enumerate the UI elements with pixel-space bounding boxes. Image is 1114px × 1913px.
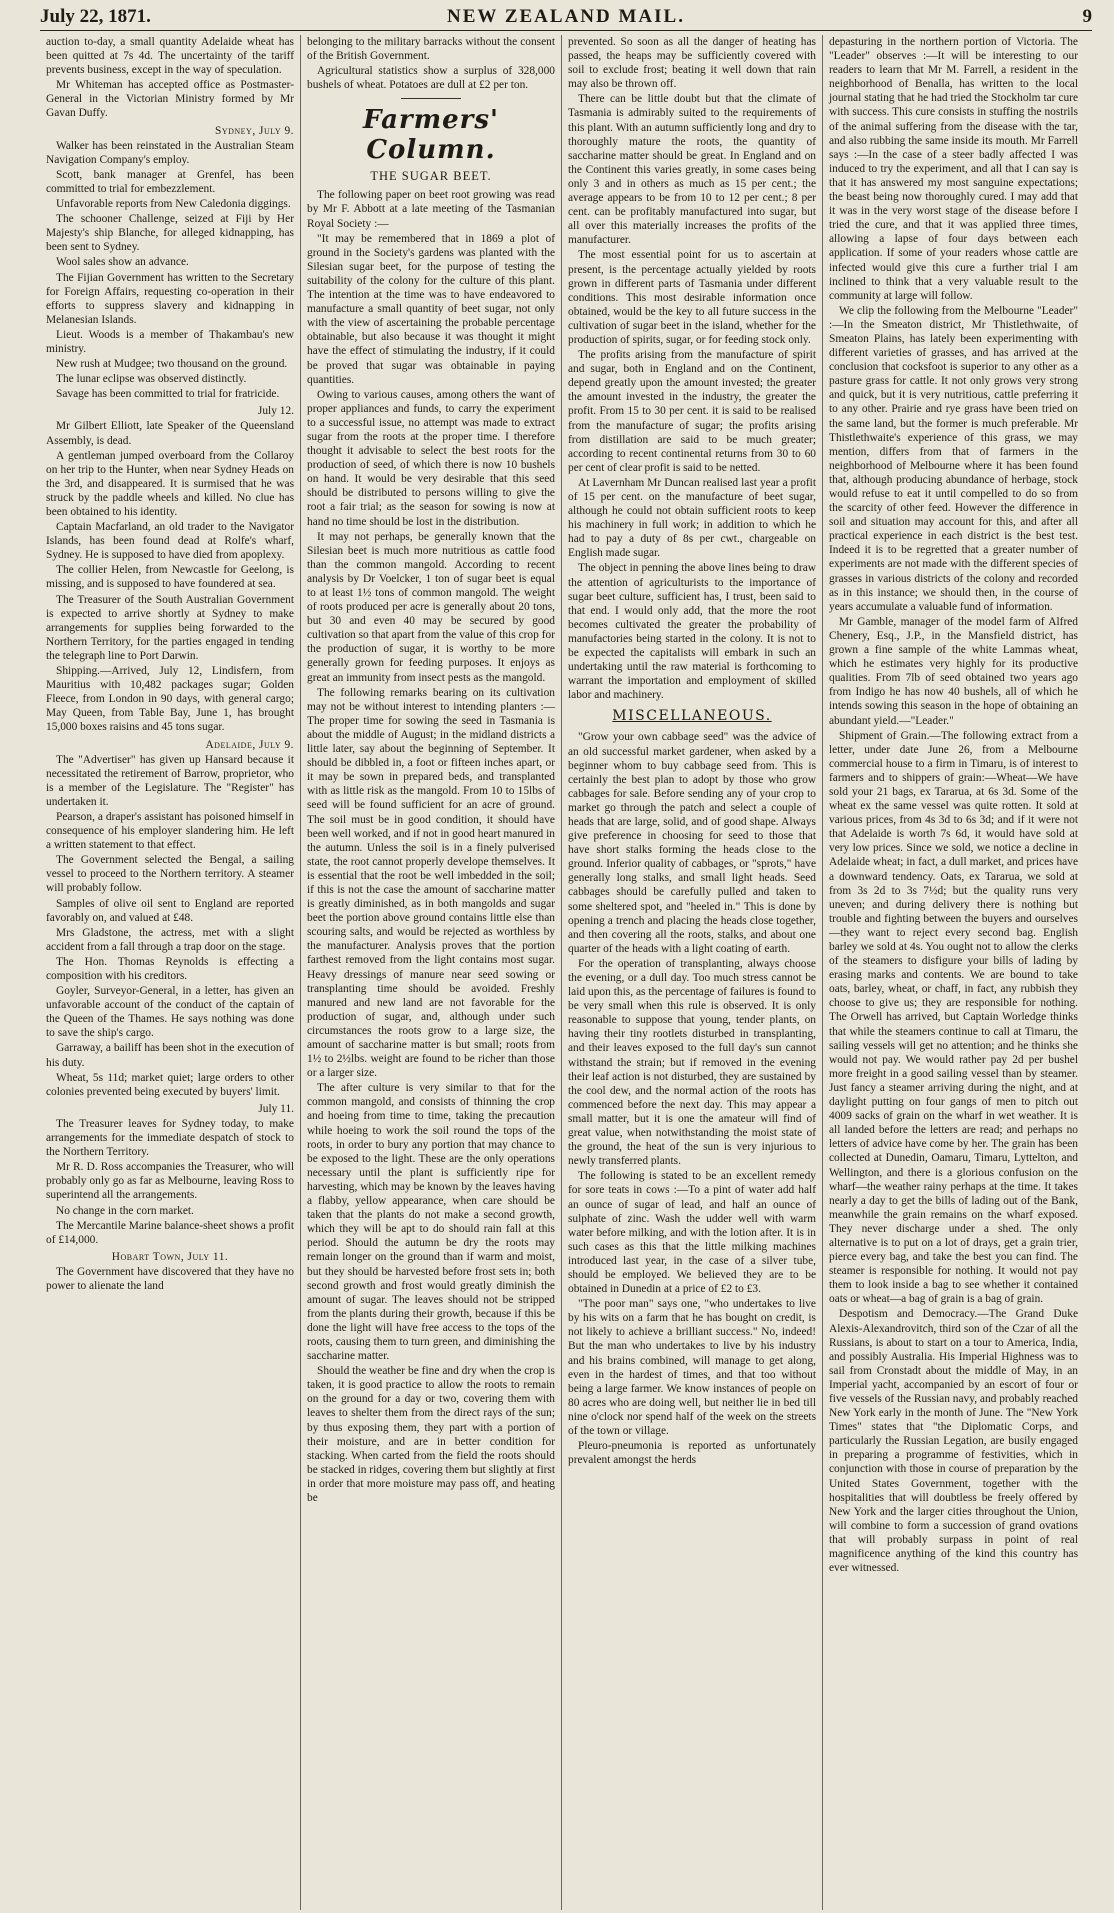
issue-date: July 22, 1871. [40,6,151,27]
dateline-july-11: July 11. [258,1102,294,1115]
col3-paragraph: "The poor man" says one, "who undertakes to live by his wits on a farm that he has bought on credit, is not likely to achieve a brilliant success." No, indeed! But the man who undertakes to live by his industry and his brains combined, will manage to get along, even in the hardest of times, and that too without being a large farmer. We know instances of people on 80 acres who are doing well, but neither lie in bed till nine o'clock nor spend half of the week on the streets of the town or village. [568,1298,816,1437]
miscellaneous-heading: MISCELLANEOUS. [612,708,772,725]
col3-paragraph: The profits arising from the manufacture of spirit and sugar, both in England and on the Continent, depend greatly upon the amount invested; the greater the amount invested in the industry, the greater the profit. From 15 to 30 per cent. it is said to be realised from the manufacture of sugar; the profits arising from distillation are said to be much greater; according to recent continental returns from 30 to 60 per cent of clear profit is said to be netted. [568,349,816,474]
col1-paragraph: The collier Helen, from Newcastle for Geelong, is missing, and is supposed to have foundered at sea. [46,564,294,591]
col4-paragraph: depasturing in the northern portion of Victoria. The "Leader" observes :—It will be interesting to our readers to learn that Mr M. Farrell, a resident in the neighborhood of Benalla, has written to the local journal stating that he had tried the Stockholm tar cure with success. This cure consists in stuffing the nostrils of the animal suffering from the disease with the tar, and also rubbing the same inside its mouth. Mr Farrell says :—In the case of a steer badly affected I was induced to try the experiment, and all that I can say is that it has answered my most sanguine expectations; the beast being now thoroughly cured. I may add that it was in the very worst stage of the disease before I tried the cure, and that it was applied three times, allowing a lapse of four days between each application. If some of your readers whose cattle are infected would give this cure a further trial I am inclined to think that a very valuable result to the community at large will follow. [829,36,1078,302]
col1-paragraph: The Fijian Government has written to the Secretary for Foreign Affairs, requesting co-operation in their efforts to suppress slavery and kidnapping in Melanesian Islands. [46,271,294,326]
columns [40,35,1092,1910]
col1-paragraph: Mr Whiteman has accepted office as Postmaster-General in the Victorian Ministry formed by Mr Gavan Duffy. [46,79,294,120]
col1-paragraph: Garraway, a bailiff has been shot in the execution of his duty. [46,1042,294,1069]
col1-paragraph: The Treasurer leaves for Sydney today, to make arrangements for the immediate despatch of stock to the Northern Territory. [46,1117,294,1159]
dateline-july-12: July 12. [257,405,294,418]
col1-paragraph: A gentleman jumped overboard from the Collaroy on her trip to the Hunter, when near Sydney Heads on the 3rd, and disappeared. It is surmised that he was struck by the paddle wheels and killed. No clue has been obtained to his identity. [46,449,294,518]
col1-paragraph: Unfavorable reports from New Caledonia diggings. [56,198,291,211]
newspaper-title: NEW ZEALAND MAIL. [447,6,685,27]
col2-paragraph: Should the weather be fine and dry when the crop is taken, it is good practice to allow the roots to remain on the ground for a day or two, covering them with leaves to shelter them from the direct rays of the sun; by thus exposing them, they part with a portion of their moisture, and are in better condition for stacking. When carted from the field the roots should be stacked in ridges, covering them but slightly at first in order that more moisture may pass off, and heating be [307,1365,556,1504]
col3-paragraph: At Lavernham Mr Duncan realised last year a profit of 15 per cent. on the manufacture of beet sugar, although he could not obtain sufficient roots to keep his machinery in full work; in addition to which he had to pay a duty of 8s per cwt., chargeable on English made sugar. [568,476,816,560]
col4-paragraph: Mr Gamble, manager of the model farm of Alfred Chenery, Esq., J.P., in the Mansfield district, has grown a fine sample of the white Lammas wheat, which he estimates very highly for its productive qualities. From 7lb of seed obtained two years ago from Indigo he has now 40 bushels, all of which he intends sowing this season in the hope of obtaining an abundant yield.—"Leader." [829,615,1078,727]
col3-paragraph: There can be little doubt but that the climate of Tasmania is admirably suited to the requirements of this plant. With an autumn sufficiently long and dry to thoroughly mature the roots, the quantity of saccharine matter should be great. In England and on the Continent this varies greatly, in some cases being only 3 and in others as much as 15 per cent.; the average appears to be from 10 to 12 per cent.; 8 per cent. can be profitably manufactured into sugar, but all over this materially increases the profits of the manufacturer. [568,93,816,247]
col1-paragraph: Mr Gilbert Elliott, late Speaker of the Queensland Assembly, is dead. [46,420,294,447]
col1-paragraph: The lunar eclipse was observed distinctly. [56,373,247,386]
col1-paragraph: The "Advertiser" has given up Hansard because it necessitated the retirement of Barrow, proprietor, who is a member of the Legislature. The "Register" has undertaken it. [46,753,294,808]
divider [401,98,461,99]
col3-paragraph: The most essential point for us to ascertain at present, is the percentage actually yielded by roots grown in different parts of Tasmania under different conditions. This most desirable information once obtained, would be the key to all future success in the cultivation of sugar beet in the island, whether for the production of spirits, sugar, or for feeding stock only. [568,249,816,346]
col2-paragraph: Agricultural statistics show a surplus of 328,000 bushels of wheat. Potatoes are dull at £2 per ton. [307,65,555,92]
col1-paragraph: Wool sales show an advance. [56,256,189,269]
column-4 [823,35,1084,1910]
col1-paragraph: The Mercantile Marine balance-sheet shows a profit of £14,000. [46,1219,294,1246]
col1-paragraph: Goyler, Surveyor-General, in a letter, has given an unfavorable account of the conduct of the captain of the Queen of the Thames. He says nothing was done to save the ship's cargo. [46,985,294,1040]
col2-paragraph: "It may be remembered that in 1869 a plot of ground in the Society's gardens was planted with the Silesian sugar beet, for the purpose of testing the suitability of the colony for the culture of this plant. The intention at the time was to have endeavored to manufacture a small quantity of beet sugar, not only with the view of ascertaining the probable percentage obtainable, but also because it was thought it might have the effect of stimulating the industry, if it could be proved that sugar was obtainable in paying quantities. [307,232,555,386]
dateline-adelaide: Adelaide, July 9. [205,738,294,751]
col3-paragraph: "Grow your own cabbage seed" was the advice of an old successful market gardener, when asked by a beginner whom to buy cabbage seed from. This is certainly the best plan to adopt by those who grow cabbages for sale. Before sending any of your crop to market go through the patch and select a couple of heads that are large, solid, and of good shape. Always give preference in choosing for seed to those that have short stalks forming the heads close to the ground. Inferior quality of cabbages, or "sprots," have generally long stalks, and small light heads. Seed cabbages should be carefully pulled and taken to some sheltered spot, and "heeled in." This is done by opening a trench and placing the heads close together, and then covering all the roots, stalks, and about one quarter of the heads with a light coating of earth. [568,731,816,955]
col1-paragraph: Mrs Gladstone, the actress, met with a slight accident from a fall through a trap door on the stage. [46,926,294,953]
col2-paragraph: It may not perhaps, be generally known that the Silesian beet is much more nutritious as cattle food than the common mangold. According to recent analysis by Dr Voelcker, 1 ton of sugar beet is equal to at least 1½ tons of common mangold. The weight of roots produced per acre is generally about 20 tons, but 30 and even 40 may be secured by good cultivation so that apart from the value of this crop for the production of sugar, it is worthy to be more generally grown for feeding purposes. It enjoys as great an immunity from insect pests as the mangold. [307,530,555,684]
col1-paragraph: Walker has been reinstated in the Australian Steam Navigation Company's employ. [46,139,294,166]
col4-paragraph: We clip the following from the Melbourne "Leader" :—In the Smeaton district, Mr Thistlethwaite, of Smeaton Plains, has lately been experimenting with different varieties of grasses, and has arrived at the conclusion that cocksfoot is superior to any other as a pasture grass for cattle. It not only grows very strong and quick, but it is very nutritious, cattle preferring it to any other. Prairie and rye grass have been tried on the same land, but the former is much preferable. Mr Thistlethwaite's experience of this grass, we may mention, differs from that of farmers in the neighborhood of Melbourne where it has been found that, although producing abundance of herbage, stock would refuse to eat it until compelled to do so from the scarcity of other feed. However the difference in soil and situation may account for this, and after all practical experience in each district is the best test. Indeed it is to be regretted that a greater number of experiments are not made with the different species of grasses in various districts of the colony and recorded as in this instance; we should then, in the course of years accumulate a valuable fund of information. [829,304,1078,613]
col1-paragraph: Pearson, a draper's assistant has poisoned himself in consequence of his employer slandering him. He left a written statement to that effect. [46,810,294,852]
page-number: 9 [1082,6,1092,27]
col1-paragraph: Scott, bank manager at Grenfel, has been committed to trial for embezzlement. [46,168,294,195]
column-3 [562,35,823,1910]
col3-paragraph: The following is stated to be an excellent remedy for sore teats in cows :—To a pint of water add half an ounce of sugar of lead, and half an ounce of sulphate of zinc. Wash the udder well with warm water before milking, and with the lotion after. It is in such cases as this that the little milking machines introduced last year, in the case of a silver tube, should be employed. We believed they are to be obtained in Dunedin at a price of £2 to £3. [568,1170,816,1296]
dateline-sydney: Sydney, July 9. [215,124,294,137]
col2-paragraph: belonging to the military barracks without the consent of the British Government. [307,36,555,63]
col1-paragraph: The Government have discovered that they have no power to alienate the land [46,1265,294,1292]
column-1 [40,35,301,1910]
col3-paragraph: For the operation of transplanting, always choose the evening, or a dull day. Too much stress cannot be laid upon this, as the percentage of failures is found to be very small when this rule is observed. It is only reasonable to suppose that young, tender plants, on having their tiny rootlets disturbed in transplanting, and their leaves exposed to the full day's sun cannot withstand the strain; but if removed in the evening their leaf action is not disturbed, they are sustained by the cool dew, and the normal action of the roots has commenced before the next day. This may appear a small matter, but it is one the amateur will find of great value, when notwithstanding the moist state of the ground, the heat of the sun is very injurious to newly transferred plants. [568,957,816,1168]
col1-paragraph: Shipping.—Arrived, July 12, Lindisfern, from Mauritius with 10,482 packages sugar; Golden Fleece, from London in 90 days, with general cargo; May Queen, from Table Bay, June 1, has brought 15,000 boxes raisins and 45 tons sugar. [46,665,294,734]
col1-paragraph: Savage has been committed to trial for fratricide. [56,388,280,401]
col1-paragraph: The Government selected the Bengal, a sailing vessel to proceed to the Northern territory. A steamer will probably follow. [46,854,294,895]
col1-paragraph: auction to-day, a small quantity Adelaide wheat has been quitted at 7s 4d. The uncertainty of the tariff prevents business, except in the way of speculation. [46,36,294,77]
col4-paragraph: Despotism and Democracy.—The Grand Duke Alexis-Alexandrovitch, third son of the Czar of all the Russians, is about to start on a tour to America, India, and possibly Australia. His Imperial Highness was to sail from Cronstadt about the middle of May, in an Imperial yacht, accompanied by an escort of four or five vessels of the Russian navy, and probably reached New York early in the month of June. The "New York Times" states that "the Diplomatic Corps, and particularly the Russian Legation, are busily engaged in preparing a programme of festivities, which in conjunction with those in course of preparation by the United States Government, together with the hospitalities that will doubtless be freely offered by New York and the larger cities throughout the Union, will combine to form a succession of grand ovations that will probably surpass in point of real magnificence anything of the kind this country has ever witnessed. [829,1308,1078,1575]
col4-paragraph: Shipment of Grain.—The following extract from a letter, under date June 26, from a Melbourne commercial house to a firm in Timaru, is of interest to farmers and to shippers of grain:—Wheat—We have sold your 21 bags, ex Tararua, at 6s 3d. Some of the wheat ex the same vessel was quite rotten. It sold at various prices, from 4s 3d to 6s 3d; and if it were not that Adelaide is worth 7s 6d, it would have sold at very low prices. Since we sold, we notice a decline in Adelaide wheat; in fact, a dull market, and prices have a downward tendency. Oats, ex Tararua, we sold at from 3s 2d to 3s 7½d; but the quality runs very uneven; and during delivery there is nothing but trouble and fighting between the buyers and ourselves—they want to reject every second bag. English barley we sold at 4s. You ought not to allow the clerks of the steamers to disfigure your bills of lading by erasing marks and contents. We are bound to take oats, barley, wheat, or chaff, in fact, any rubbish they choose to give us; they are responsible for nothing. The Orwell has arrived, but Captain Worledge thinks that while the steamers continue to call at Timaru, the sailing vessels will get no attention; and he thinks she would not pay. We would rather pay 2d per bushel more freight in a good sailing vessel than by steamer. Just fancy a steamer arriving during the night, and at daylight putting on four gangs of men to pitch out 4009 sacks of grain on the wharf in wet weather. It is all landed before the letters are read; and perhaps no letters of advice have come by her. The grain has been collected at Dunedin, Oamaru, Timaru, Lyttelton, and Wellington, and there is a glorious confusion on the wharf—the weather rainy perhaps at the time. It takes nearly a day to get the bills of lading out of the Bank, meanwhile the grain remains on the wharf exposed. They never discharge under a shed. The only alternative is to put on a lot of drays, get a grain trier, pierce every bag, and take the best you can find. The steamer is responsible for nothing. It would not pay them to look inside a bag to see whether it contained oats or wheat—a bag of grain is a bag of grain. [829,729,1078,1306]
col3-paragraph: Pleuro-pneumonia is reported as unfortunately prevalent amongst the herds [568,1440,816,1467]
sugar-beet-heading: THE SUGAR BEET. [370,169,492,184]
col1-paragraph: No change in the corn market. [56,1204,194,1217]
col1-paragraph: New rush at Mudgee; two thousand on the ground. [56,358,288,371]
col1-paragraph: Wheat, 5s 11d; market quiet; large orders to other colonies prevented being executed by buyers' limit. [46,1071,294,1098]
col2-paragraph: The after culture is very similar to that for the common mangold, and consists of thinning the crop and hoeing from time to time, taking the precaution while hoeing to work the soil round the tops of the roots, in order to bury any portion that may chance to be exposed to the light. These are the only operations necessary until the plant is sufficiently ripe for harvesting, which may be known by the leaves having a flabby, yellow appearance, when care should be taken that the plants do not make a second growth, which they will be apt to do should rain fall at this period. Should the autumn be dry the roots may remain longer on the ground than if warm and moist, but they should be harvested before frost sets in; both second growth and frost would greatly diminish the amount of sugar. The leaves should not be stripped from the plants during their growth, because if this be done the light will have free access to the tops of the roots, causing them to turn green, and diminishing the saccharine matter. [307,1082,555,1363]
col3-paragraph: The object in penning the above lines being to draw the attention of agriculturists to the importance of sugar beet culture, sufficient has, I trust, been said to that end. I would only add, that the more the root becomes cultivated the greater the probability of manufactories being started in the colony. It is not to be expected the capitalists will embark in such an undertaking until the raw material is forthcoming to warrant the importation and employment of skilled labor and machinery. [568,562,816,702]
col3-paragraph: prevented. So soon as all the danger of heating has passed, the heaps may be sufficiently covered with soil to exclude frost; beating it well down that rain may also be thrown off. [568,36,816,91]
farmers-column-heading: Farmers' Column. [363,105,499,166]
col1-paragraph: Lieut. Woods is a member of Thakambau's new ministry. [46,328,294,355]
dateline-hobart-town: Hobart Town, July 11. [111,1250,229,1263]
col2-paragraph: The following paper on beet root growing was read by Mr F. Abbott at a late meeting of the Tasmanian Royal Society :— [307,189,555,230]
col2-paragraph: The following remarks bearing on its cultivation may not be without interest to intending planters :—The proper time for sowing the seed in Tasmania is about the middle of August; in the midland districts a little later, say about the beginning of September. It should be dibbled in, a foot or fifteen inches apart, or it may be sown in prepared beds, and transplanted with as little risk as the mangold. From 10 to 15lbs of seed will be found sufficient for an acre of ground. The soil must be in good condition, it should have been well worked, and if not in good heart manured in the autumn. Unless the soil is in a finely pulverised state, the root cannot properly develope themselves. It is essential that the root be well imbedded in the soil; if this is not the case the amount of saccharine matter is greatly diminished, as in both mangolds and sugar beet the portion above ground contains little else than scouring salts, and would be rejected as worthless by the manufacturer. Analysis proves that the portion farthest removed from the light contains most sugar. Heavy dressings of manure near seed sowing or transplanting time should be avoided. Freshly manured and new land are not favorable for the production of sugar, and, although under such circumstances the roots grow to a large size, the amount of saccharine matter is but small; roots from 1½ to 2½lbs. weight are found to be richer than those or a larger size. [307,686,555,1080]
col1-paragraph: Captain Macfarland, an old trader to the Navigator Islands, has been found dead at Rolfe's wharf, Sydney. He is supposed to have died from apoplexy. [46,521,294,562]
col1-paragraph: The Hon. Thomas Reynolds is effecting a composition with his creditors. [46,955,294,982]
col1-paragraph: Mr R. D. Ross accompanies the Treasurer, who will probably only go as far as Melbourne, leaving Ross to superintend all the arrangements. [46,1161,294,1202]
col1-paragraph: Samples of olive oil sent to England are reported favorably on, and valued at £48. [46,897,294,924]
col1-paragraph: The schooner Challenge, seized at Fiji by Her Majesty's ship Blanche, for alleged kidnapping, has been sent to Sydney. [46,213,294,254]
col2-paragraph: Owing to various causes, among others the want of proper appliances and funds, to carry the experiment to a successful issue, no attempt was made to extract sugar from the roots at the proper time. I therefore thought it advisable to select the best roots for the production of seed, of which there is now 10 bushels on hand. It would be very desirable that this seed should be distributed to persons willing to give the root a fair trial; as the season for sowing is now at hand no time should be lost in the distribution. [307,388,555,528]
col1-paragraph: The Treasurer of the South Australian Government is expected to arrive shortly at Sydney to make arrangements for supplies being forwarded to the Northern Territory, for the parties engaged in tending the telegraph line to Port Darwin. [46,593,294,662]
masthead [40,6,1092,31]
column-2 [301,35,562,1910]
